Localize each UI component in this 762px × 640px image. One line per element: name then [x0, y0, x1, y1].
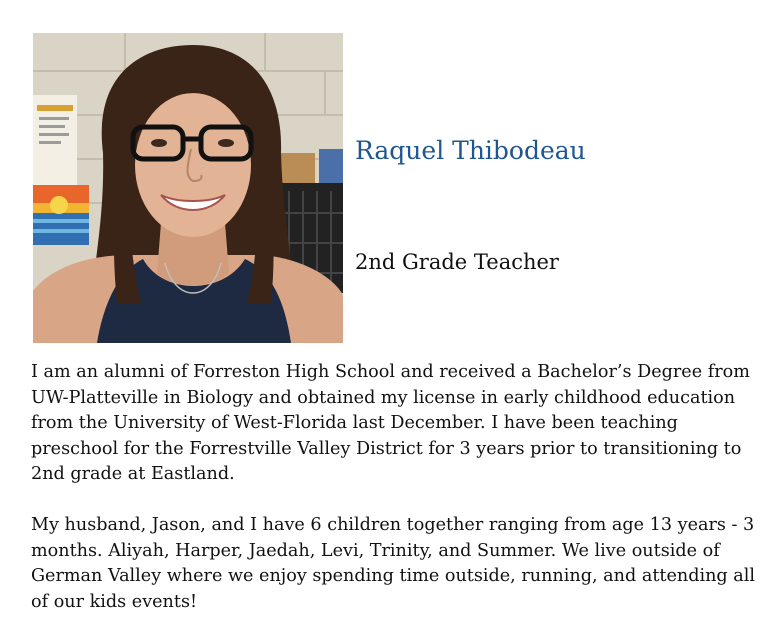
teacher-name: Raquel Thibodeau: [355, 136, 586, 165]
portrait-photo-icon: [33, 33, 343, 343]
teacher-photo: [33, 33, 343, 343]
teacher-role: 2nd Grade Teacher: [355, 250, 559, 274]
bio-section: [31, 360, 756, 640]
bio-paragraph-1: I am an alumni of Forreston High School and received a Bachelor’s Degree from UW-Platteville in Biology and obtained my license in early childhood education from the University of West-Florida last December. I have been teaching preschool for the Forrestville Valley District for 3 years prior to transitioning to 2nd grade at Eastland.: [31, 362, 750, 485]
bio-paragraph-2: My husband, Jason, and I have 6 children together ranging from age 13 years - 3 months. Aliyah, Harper, Jaedah, Levi, Trinity, and Summer. We live outside of German Valley where we enjoy spending time outside, running, and attending all of our kids events!: [31, 514, 756, 612]
